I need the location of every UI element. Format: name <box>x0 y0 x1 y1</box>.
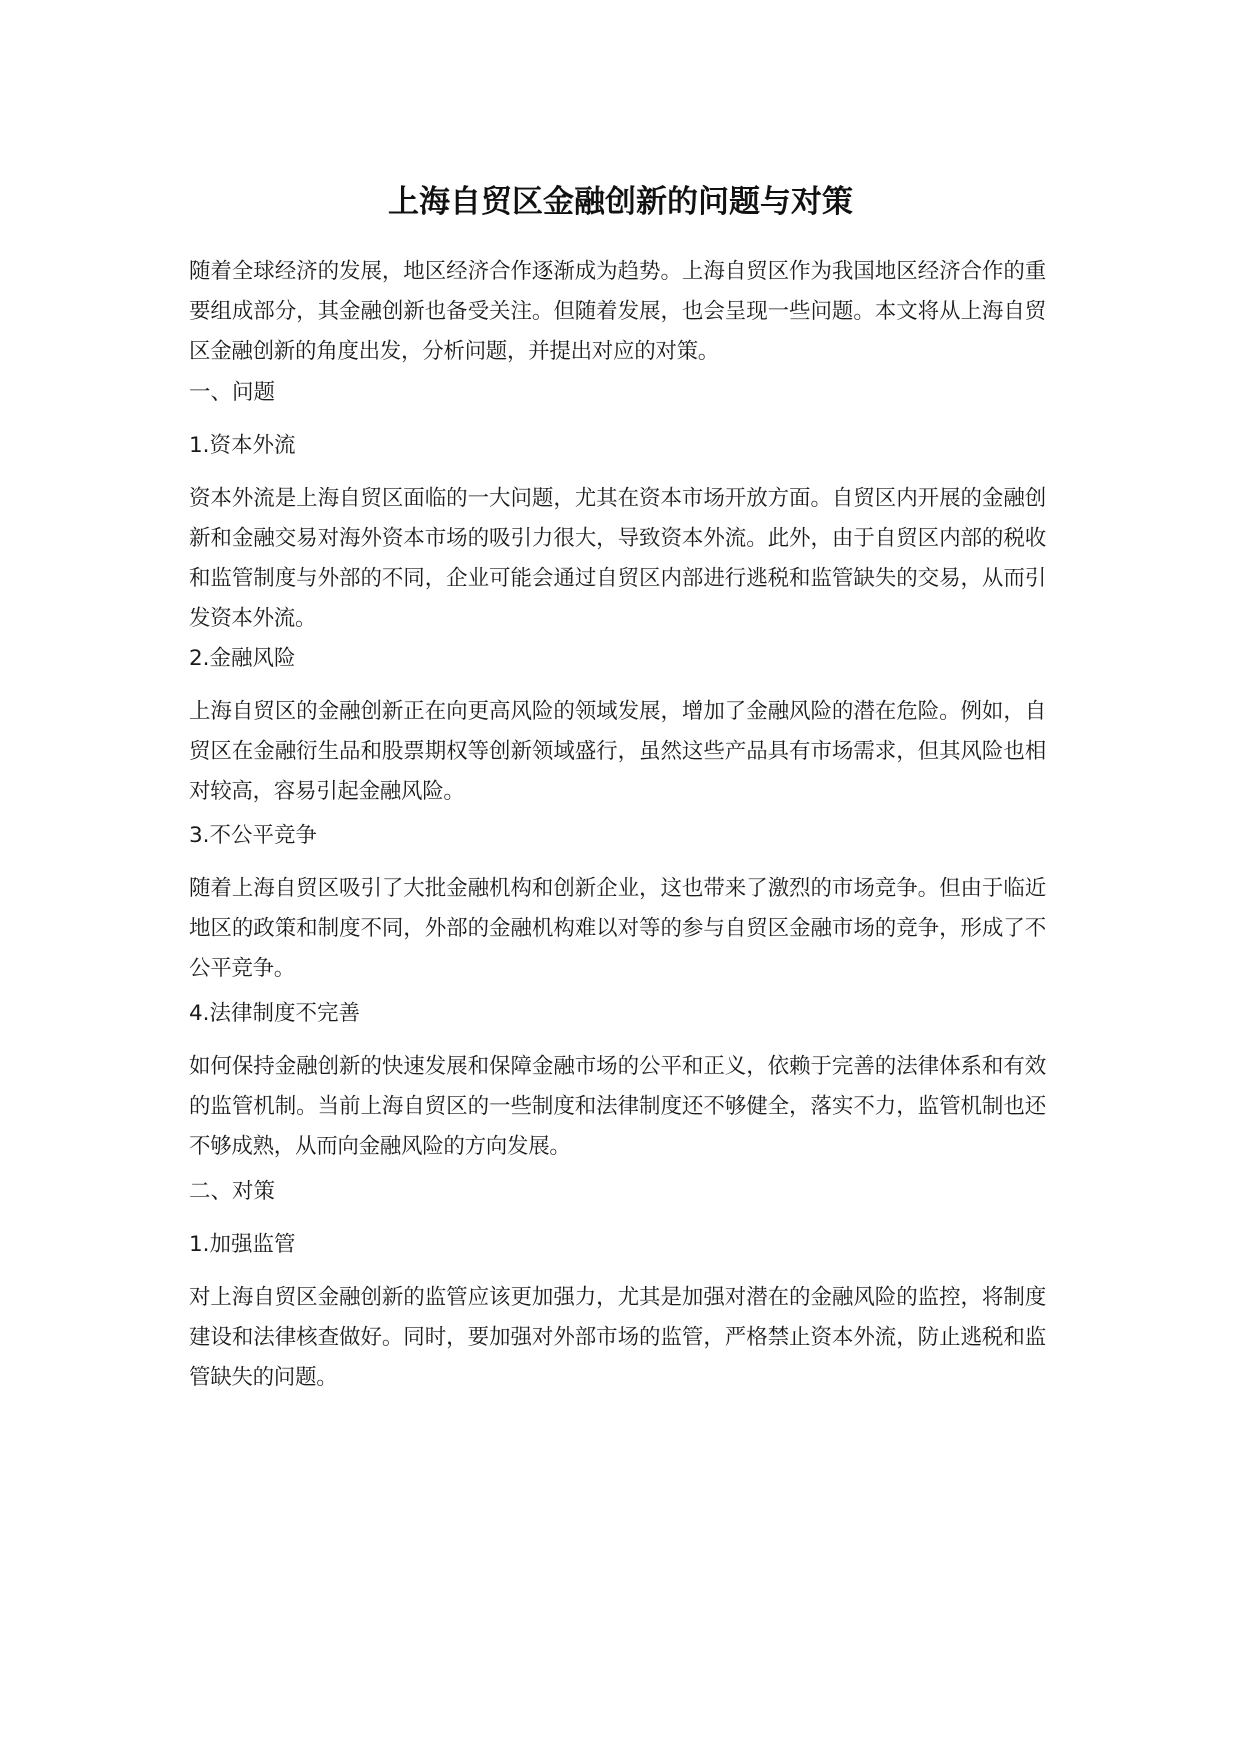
subheading-unfair-competition: 3.不公平竞争 <box>189 823 318 848</box>
section-heading-problems: 一、问题 <box>189 380 276 405</box>
section-heading-countermeasures: 二、对策 <box>189 1179 276 1204</box>
intro-paragraph: 随着全球经济的发展，地区经济合作逐渐成为趋势。上海自贸区作为我国地区经济合作的重要组成部分，其金融创新也备受关注。但随着发展，也会呈现一些问题。本文将从上海自贸区金融创新的角度出发，分析问题，并提出对应的对策。 <box>189 259 1046 364</box>
paragraph-strengthen-supervision: 对上海自贸区金融创新的监管应该更加强力，尤其是加强对潜在的金融风险的监控，将制度建设和法律核查做好。同时，要加强对外部市场的监管，严格禁止资本外流，防止逃税和监管缺失的问题。 <box>189 1285 1046 1390</box>
subheading-strengthen-supervision: 1.加强监管 <box>189 1232 296 1257</box>
paragraph-unfair-competition: 随着上海自贸区吸引了大批金融机构和创新企业，这也带来了激烈的市场竞争。但由于临近地区的政策和制度不同，外部的金融机构难以对等的参与自贸区金融市场的竞争，形成了不公平竞争。 <box>189 876 1046 981</box>
paragraph-legal-system: 如何保持金融创新的快速发展和保障金融市场的公平和正义，依赖于完善的法律体系和有效的监管机制。当前上海自贸区的一些制度和法律制度还不够健全，落实不力，监管机制也还不够成熟，从而向金融风险的方向发展。 <box>189 1054 1046 1159</box>
paragraph-financial-risk: 上海自贸区的金融创新正在向更高风险的领域发展，增加了金融风险的潜在危险。例如，自贸区在金融衍生品和股票期权等创新领域盛行，虽然这些产品具有市场需求，但其风险也相对较高，容易引起金融风险。 <box>189 699 1046 804</box>
paragraph-capital-outflow: 资本外流是上海自贸区面临的一大问题，尤其在资本市场开放方面。自贸区内开展的金融创新和金融交易对海外资本市场的吸引力很大，导致资本外流。此外，由于自贸区内部的税收和监管制度与外部的不同，企业可能会通过自贸区内部进行逃税和监管缺失的交易，从而引发资本外流。 <box>189 486 1046 631</box>
subheading-financial-risk: 2.金融风险 <box>189 646 296 671</box>
subheading-legal-system: 4.法律制度不完善 <box>189 1001 361 1026</box>
document-title: 上海自贸区金融创新的问题与对策 <box>388 184 853 220</box>
subheading-capital-outflow: 1.资本外流 <box>189 433 296 458</box>
